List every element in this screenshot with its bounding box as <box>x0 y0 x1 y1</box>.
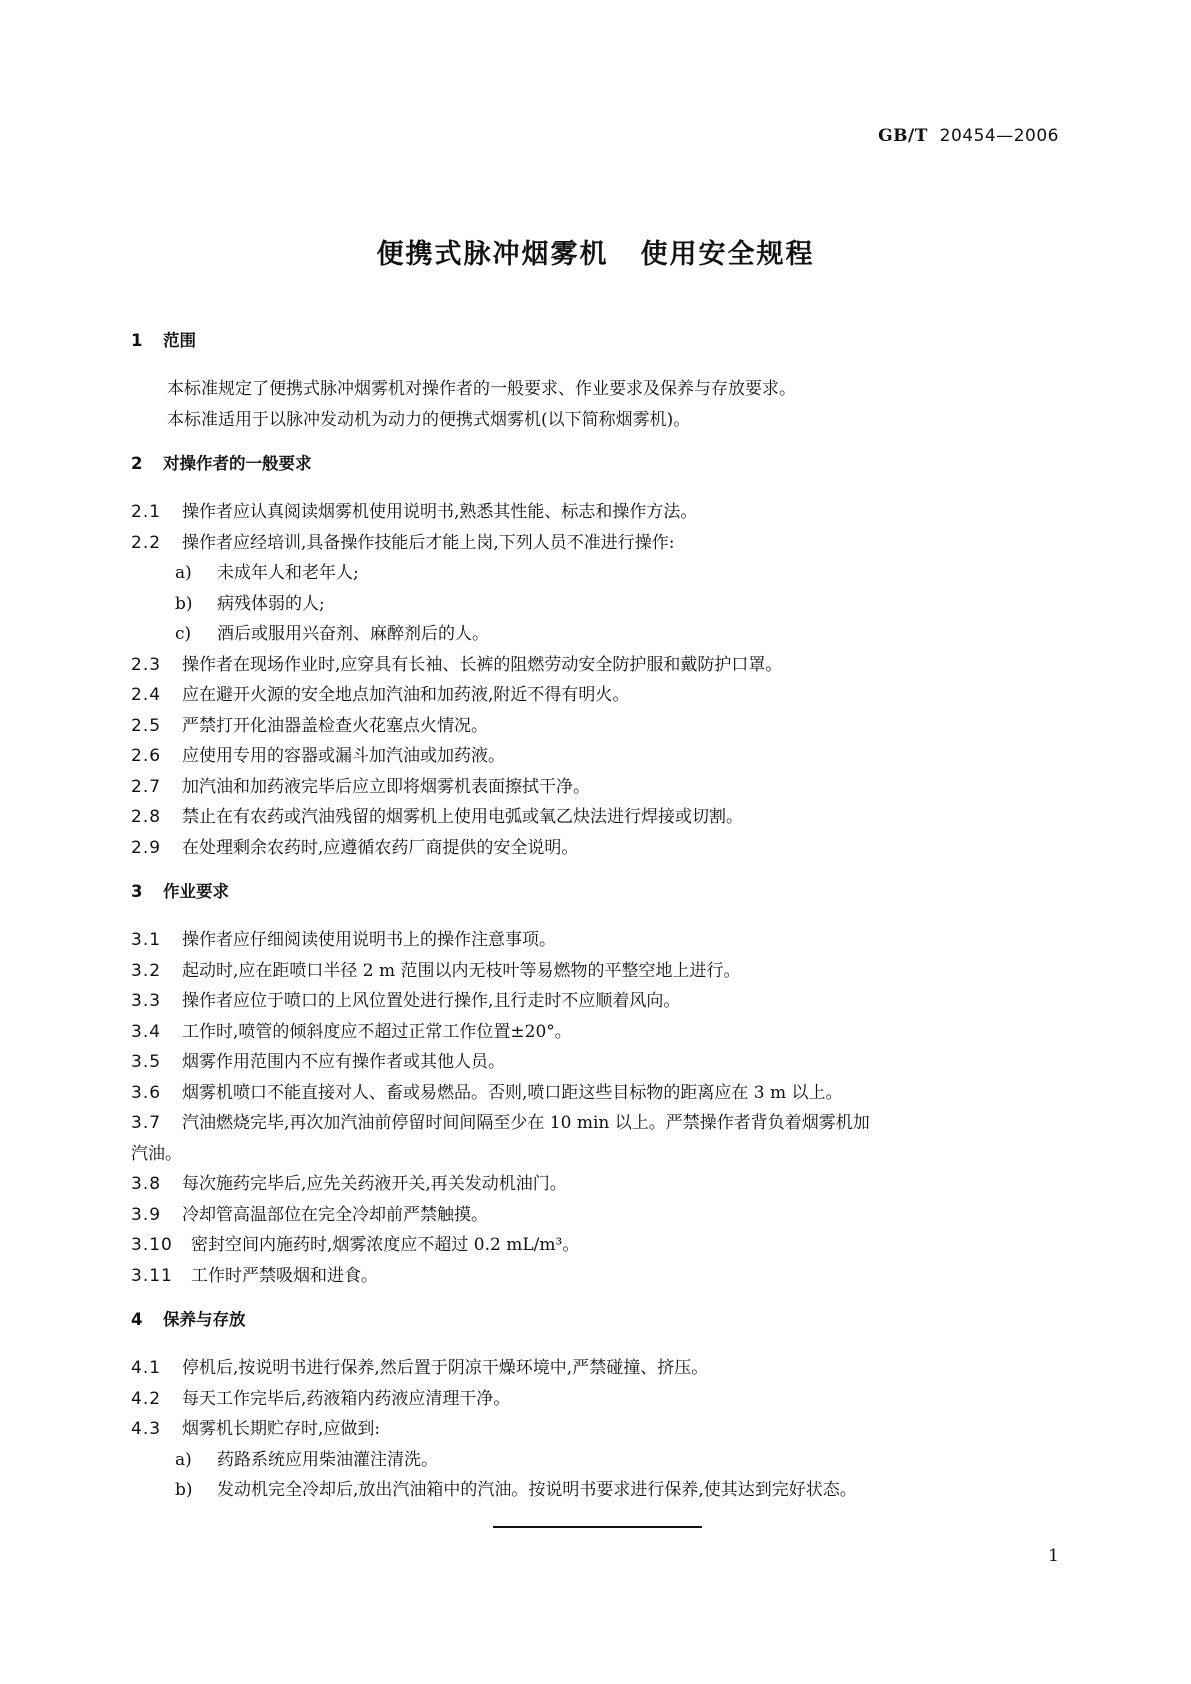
document-body <box>131 326 1061 1506</box>
clause-4-2: 4.2 每天工作完毕后,药液箱内药液应清理干净。 <box>131 1388 511 1409</box>
title-part-1: 便携式脉冲烟雾机 <box>376 239 609 270</box>
clause-3-4: 3.4 工作时,喷管的倾斜度应不超过正常工作位置±20°。 <box>131 1021 572 1042</box>
clause-3-9: 3.9 冷却管高温部位在完全冷却前严禁触摸。 <box>131 1204 488 1225</box>
clause-3-8: 3.8 每次施药完毕后,应先关药液开关,再关发动机油门。 <box>131 1174 567 1194</box>
clause-3-5: 3.5 烟雾作用范围内不应有操作者或其他人员。 <box>131 1052 505 1072</box>
clause-2-5: 2.5 严禁打开化油器盖检查火花塞点火情况。 <box>131 715 488 736</box>
clause-2-2: 2.2 操作者应经培训,具备操作技能后才能上岗,下列人员不准进行操作: <box>131 532 675 553</box>
end-of-document-rule <box>493 1526 702 1528</box>
clause-2-2-b: b) 病残体弱的人; <box>175 593 325 614</box>
section-2-heading: 2 对操作者的一般要求 <box>131 454 312 473</box>
section-4-heading: 4 保养与存放 <box>131 1310 246 1329</box>
clause-3-1: 3.1 操作者应仔细阅读使用说明书上的操作注意事项。 <box>131 930 556 950</box>
section-3-heading: 3 作业要求 <box>131 882 229 901</box>
standard-number: GB/T 20454—2006 <box>878 126 1059 146</box>
clause-2-2-a: a) 未成年人和老年人; <box>175 563 359 583</box>
clause-3-11: 3.11 工作时严禁吸烟和进食。 <box>131 1265 378 1286</box>
clause-3-6: 3.6 烟雾机喷口不能直接对人、畜或易燃品。否则,喷口距这些目标物的距离应在 3 m 以上。 <box>131 1082 843 1103</box>
clause-3-7-continued: 汽油。 <box>131 1143 182 1164</box>
section-1-paragraph: 本标准规定了便携式脉冲烟雾机对操作者的一般要求、作业要求及保养与存放要求。 <box>167 379 796 399</box>
clause-2-2-c: c) 酒后或服用兴奋剂、麻醉剂后的人。 <box>175 624 489 644</box>
clause-2-3: 2.3 操作者在现场作业时,应穿具有长袖、长裤的阻燃劳动安全防护服和戴防护口罩。 <box>131 654 783 675</box>
clause-4-3-a: a) 药路系统应用柴油灌注清洗。 <box>175 1449 438 1470</box>
clause-2-9: 2.9 在处理剩余农药时,应遵循农药厂商提供的安全说明。 <box>131 837 579 858</box>
clause-2-7: 2.7 加汽油和加药液完毕后应立即将烟雾机表面擦拭干净。 <box>131 776 590 797</box>
clause-4-3-b: b) 发动机完全冷却后,放出汽油箱中的汽油。按说明书要求进行保养,使其达到完好状态。 <box>175 1480 857 1500</box>
clause-3-2: 3.2 起动时,应在距喷口半径 2 m 范围以内无枝叶等易燃物的平整空地上进行。 <box>131 960 741 981</box>
title-part-2: 使用安全规程 <box>640 239 815 270</box>
clause-2-1: 2.1 操作者应认真阅读烟雾机使用说明书,熟悉其性能、标志和操作方法。 <box>131 502 698 522</box>
section-1-heading: 1 范围 <box>131 331 196 350</box>
clause-2-8: 2.8 禁止在有农药或汽油残留的烟雾机上使用电弧或氧乙炔法进行焊接或切割。 <box>131 807 743 827</box>
clause-4-1: 4.1 停机后,按说明书进行保养,然后置于阴凉干燥环境中,严禁碰撞、挤压。 <box>131 1358 709 1378</box>
clause-4-3: 4.3 烟雾机长期贮存时,应做到: <box>131 1419 381 1439</box>
clause-2-6: 2.6 应使用专用的容器或漏斗加汽油或加药液。 <box>131 746 505 766</box>
clause-2-4: 2.4 应在避开火源的安全地点加汽油和加药液,附近不得有明火。 <box>131 685 630 705</box>
clause-3-3: 3.3 操作者应位于喷口的上风位置处进行操作,且行走时不应顺着风向。 <box>131 991 681 1011</box>
document-title <box>0 232 1191 271</box>
page-number: 1 <box>1048 1546 1059 1566</box>
section-1-paragraph: 本标准适用于以脉冲发动机为动力的便携式烟雾机(以下简称烟雾机)。 <box>167 409 691 430</box>
clause-3-10: 3.10 密封空间内施药时,烟雾浓度应不超过 0.2 mL/m³。 <box>131 1235 580 1255</box>
clause-3-7: 3.7 汽油燃烧完毕,再次加汽油前停留时间间隔至少在 10 min 以上。严禁操作者背负着烟雾机加 <box>131 1113 870 1133</box>
